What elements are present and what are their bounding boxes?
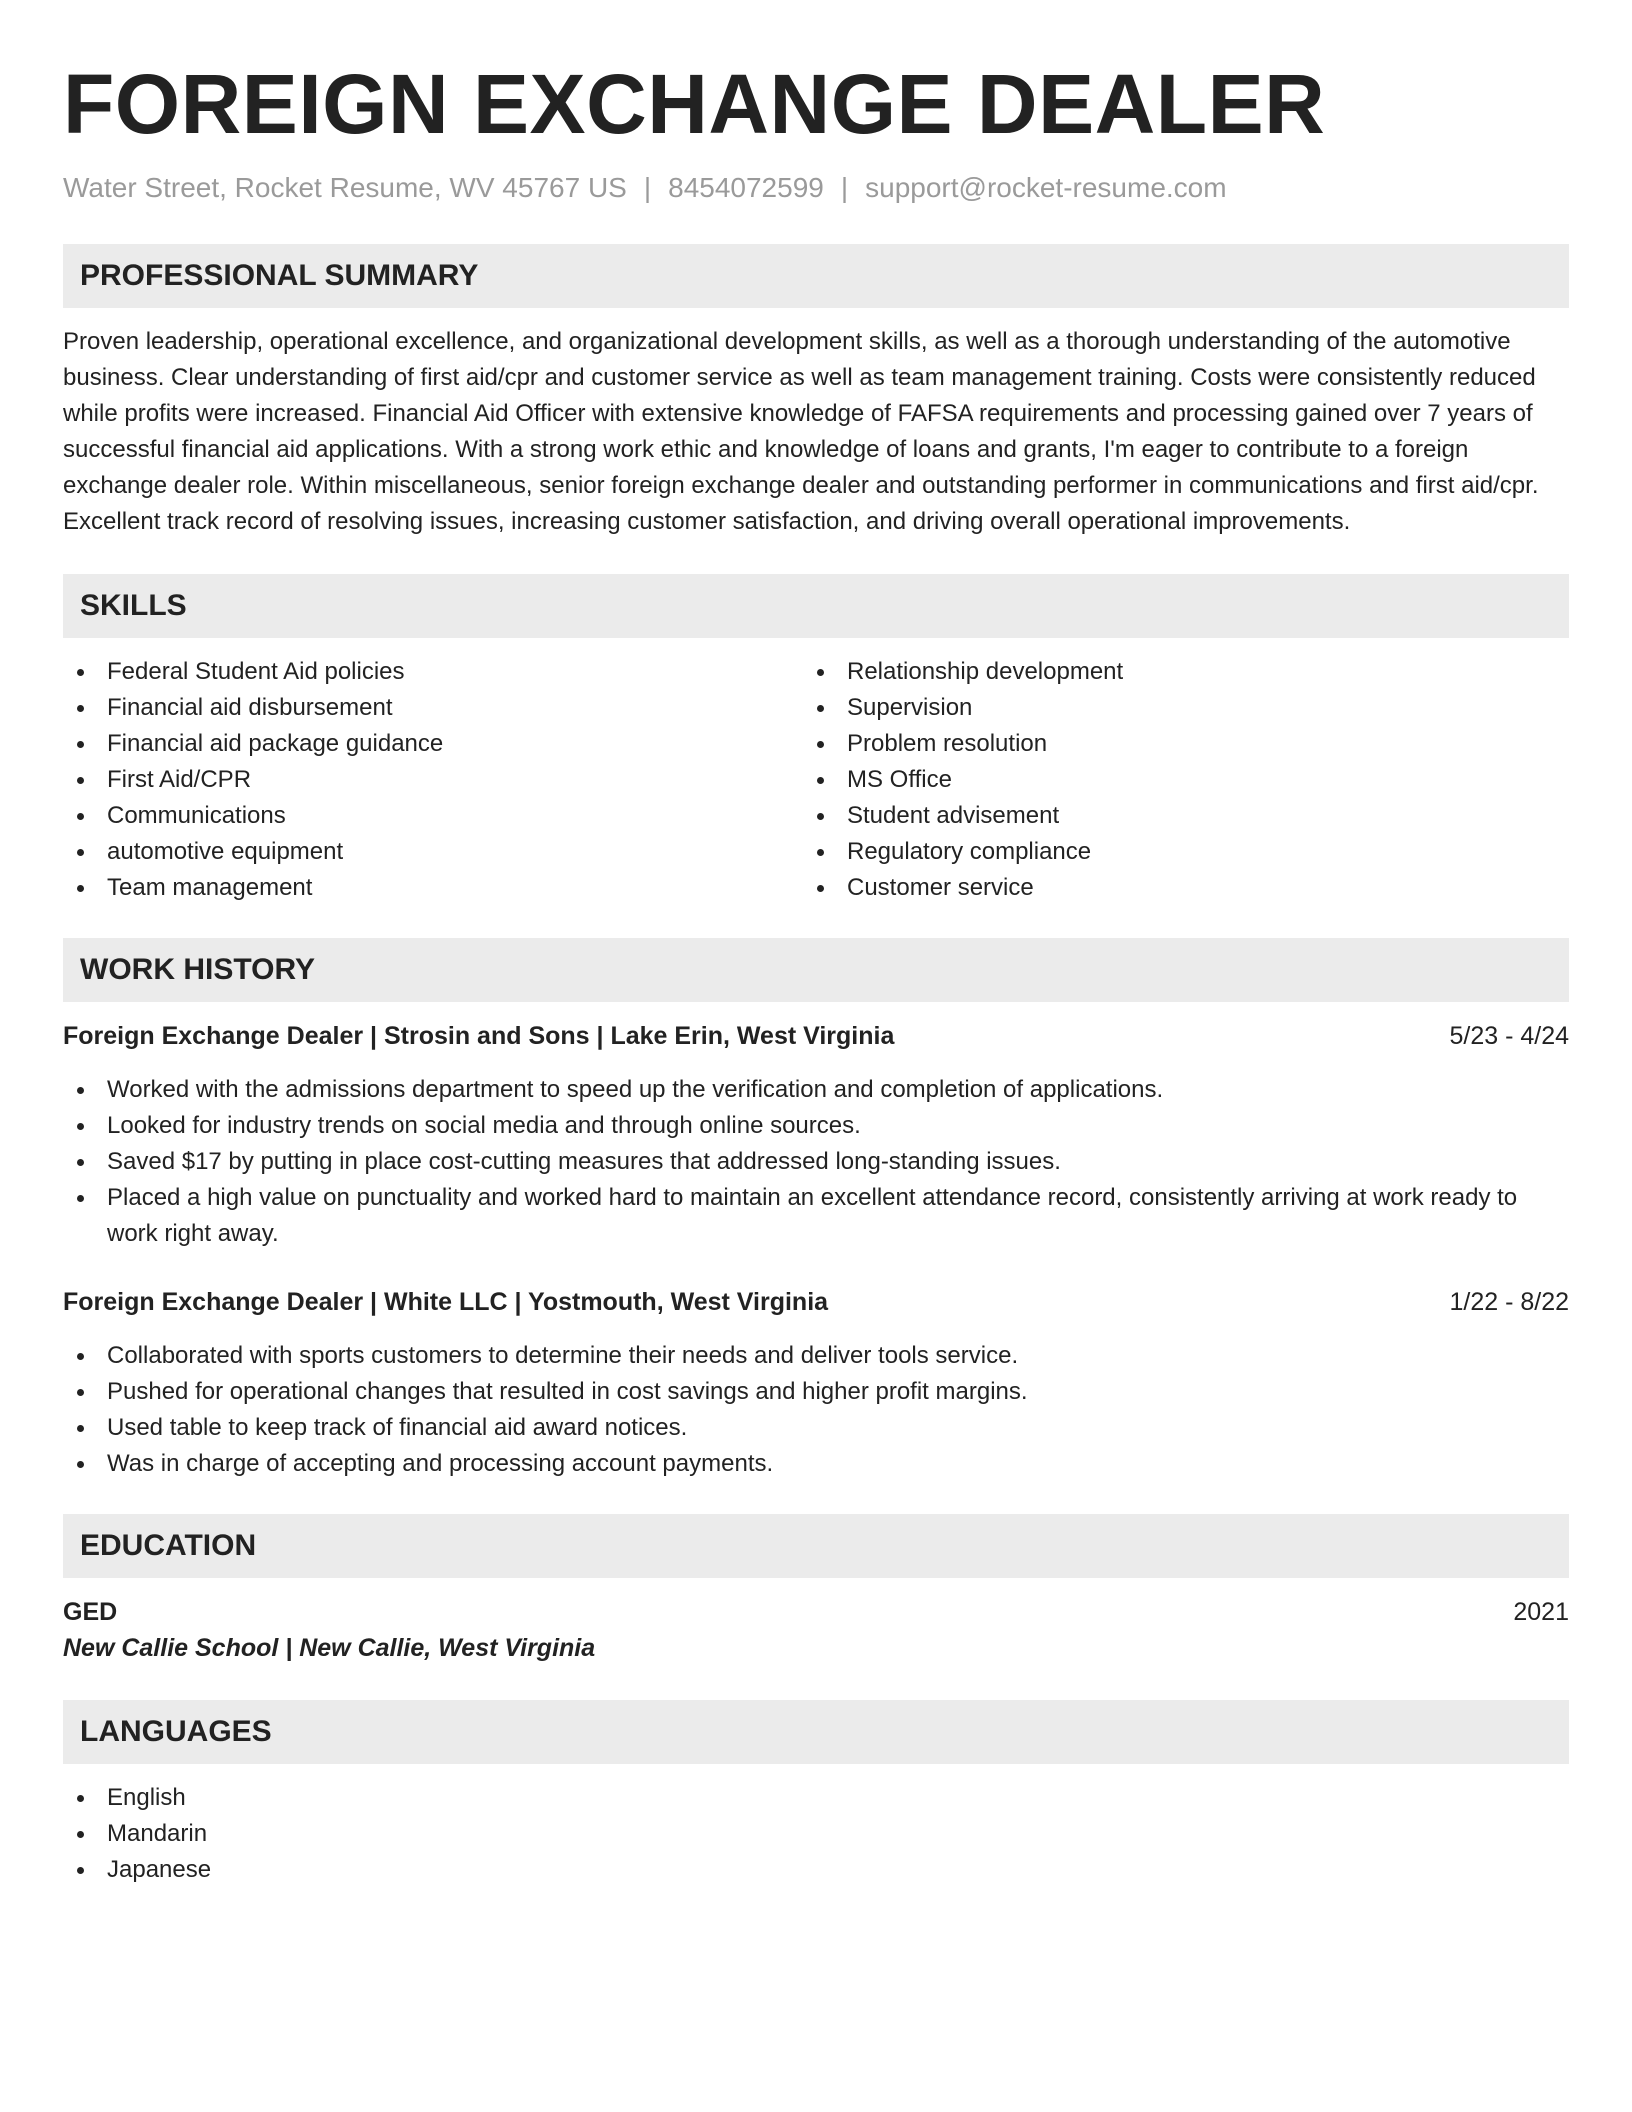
summary-text: Proven leadership, operational excellence, and organizational development skills, as well as a thorough understanding of the automotive business. Clear understanding of first aid/cpr and customer service as well as team management training. Costs were consistently reduced while profits were increased. Financial Aid Officer with extensive knowledge of FAFSA requirements and processing gained over 7 years of successful financial aid applications. With a strong work ethic and knowledge of loans and grants, I'm eager to contribute to a foreign exchange dealer role. Within miscellaneous, senior foreign exchange dealer and outstanding performer in communications and first aid/cpr. Excellent track record of resolving issues, increasing customer satisfaction, and driving overall operational improvements.	[63, 328, 1539, 535]
work-section-title: WORK HISTORY	[63, 938, 1569, 1002]
skills-column-left	[63, 654, 803, 906]
skills-column-right	[803, 654, 1543, 906]
skills-list	[63, 654, 1569, 906]
skill-item: Supervision	[803, 690, 1543, 726]
contact-email: support@rocket-resume.com	[865, 172, 1227, 203]
job-dates: 5/23 - 4/24	[1449, 1022, 1569, 1050]
job-bullet: Pushed for operational changes that resulted in cost savings and higher profit margins.	[63, 1374, 1569, 1410]
skill-item: Team management	[63, 870, 803, 906]
summary-section-title: PROFESSIONAL SUMMARY	[63, 244, 1569, 308]
job-dates: 1/22 - 8/22	[1449, 1288, 1569, 1316]
skill-item: Financial aid package guidance	[63, 726, 803, 762]
contact-separator: |	[840, 172, 849, 203]
skill-item: Communications	[63, 798, 803, 834]
job-bullet: Saved $17 by putting in place cost-cutting measures that addressed long-standing issues.	[63, 1144, 1569, 1180]
skill-item: First Aid/CPR	[63, 762, 803, 798]
skill-item: MS Office	[803, 762, 1543, 798]
contact-separator: |	[643, 172, 652, 203]
education-header	[63, 1594, 1569, 1630]
contact-address: Water Street, Rocket Resume, WV 45767 US	[63, 172, 627, 203]
education-year: 2021	[1513, 1598, 1569, 1626]
language-item: Mandarin	[63, 1816, 1569, 1852]
contact-line	[63, 170, 1569, 206]
skill-item: Relationship development	[803, 654, 1543, 690]
job-bullets	[63, 1072, 1569, 1252]
job-bullet: Placed a high value on punctuality and worked hard to maintain an excellent attendance record, consistently arriving at work ready to work right away.	[63, 1180, 1569, 1252]
skills-section-title: SKILLS	[63, 574, 1569, 638]
skill-item: Problem resolution	[803, 726, 1543, 762]
skill-item: Financial aid disbursement	[63, 690, 803, 726]
job-bullet: Used table to keep track of financial aid award notices.	[63, 1410, 1569, 1446]
education-entry	[63, 1594, 1569, 1666]
language-item: English	[63, 1780, 1569, 1816]
job-bullets	[63, 1338, 1569, 1482]
job-header	[63, 1284, 1569, 1320]
skill-item: Regulatory compliance	[803, 834, 1543, 870]
language-item: Japanese	[63, 1852, 1569, 1888]
job-entry	[63, 1284, 1569, 1482]
languages-section-title: LANGUAGES	[63, 1700, 1569, 1764]
job-bullet: Collaborated with sports customers to determine their needs and deliver tools service.	[63, 1338, 1569, 1374]
education-section-title: EDUCATION	[63, 1514, 1569, 1578]
education-school: New Callie School | New Callie, West Virginia	[63, 1634, 596, 1662]
candidate-name: FOREIGN EXCHANGE DEALER	[63, 57, 1326, 151]
job-title: Foreign Exchange Dealer | Strosin and Sons | Lake Erin, West Virginia	[63, 1022, 895, 1050]
skill-item: Federal Student Aid policies	[63, 654, 803, 690]
job-entry	[63, 1018, 1569, 1252]
job-title: Foreign Exchange Dealer | White LLC | Yostmouth, West Virginia	[63, 1288, 829, 1316]
skill-item: automotive equipment	[63, 834, 803, 870]
job-bullet: Was in charge of accepting and processing account payments.	[63, 1446, 1569, 1482]
job-header	[63, 1018, 1569, 1054]
job-bullet: Looked for industry trends on social media and through online sources.	[63, 1108, 1569, 1144]
contact-phone: 8454072599	[668, 172, 824, 203]
languages-list	[63, 1780, 1569, 1888]
skill-item: Student advisement	[803, 798, 1543, 834]
education-degree: GED	[63, 1598, 118, 1626]
job-bullet: Worked with the admissions department to speed up the verification and completion of applications.	[63, 1072, 1569, 1108]
skill-item: Customer service	[803, 870, 1543, 906]
